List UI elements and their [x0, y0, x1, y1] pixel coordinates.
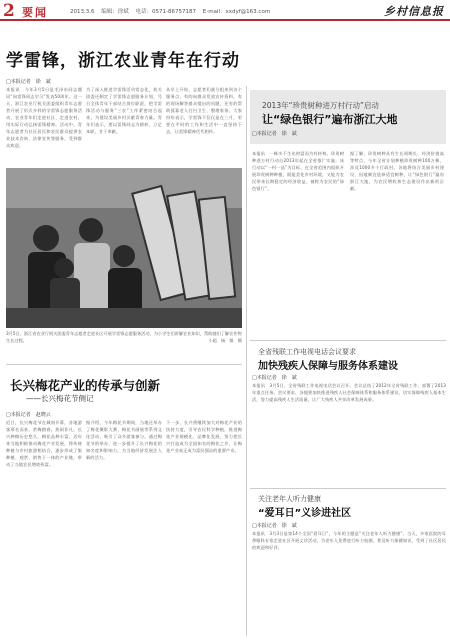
sub-headline: 长兴梅花产业的传承与创新: [10, 378, 161, 393]
right-mid-subtitle: 全省残联工作电视电话会议要求: [258, 348, 356, 356]
photo-caption-text: 3月5日，浙江省农业厅机关团委青年志愿者走进社区开展学雷锋志愿服务活动，为小学生们讲解农业知识，帮助她们了解农作物生长过程。: [6, 331, 242, 343]
masthead-phone: 电话：0571-86757187: [135, 9, 196, 15]
section-title: 要闻: [22, 6, 48, 19]
photo-credit: 小超 杨 敏 摄: [208, 337, 242, 343]
photo-illustration: [6, 168, 242, 328]
right-top-col-2: 据了解，珍贵树种具有生长周期长、经济价值高等特点，今年全省计划种植珍贵树种100万株，涉及1000多个行政村。各地将结合美丽乡村建设，因地制宜选择适宜树种，让“绿色银行”遍布浙江大地，为农民增收和生态建设作出新的贡献。: [350, 151, 444, 191]
sub-byline: □本报记者 赵晓云: [6, 412, 51, 418]
page-number: 2: [3, 1, 15, 21]
divider: [250, 488, 446, 489]
column-divider: [246, 86, 247, 636]
masthead-date: 2013.3.6: [70, 9, 95, 15]
newspaper-logo: 乡村信息报: [384, 5, 444, 18]
right-bottom-byline: □本报记者 徐 斌: [252, 523, 297, 529]
sub-article-col-3: 下一步，长兴将继续加大对梅花产业的扶持力度，引导农民科学种植，推进梅花产业规模化、品牌化发展，努力把长兴打造成为全国知名的梅花之乡，让梅花产业真正成为富民强县的重要产业。: [166, 420, 242, 453]
masthead: [0, 0, 450, 21]
main-byline: □本报记者 徐 斌: [6, 79, 51, 85]
right-top-byline: □本报记者 徐 斌: [252, 131, 297, 137]
main-article-col-1: 本报讯 今年3月5日是毛泽东同志题词“向雷锋同志学习”发表50周年。这一天，浙江农业厅机关团委组织青年志愿者开展了形式多样的学雷锋志愿服务活动，农业青年们走进社区、走进农村，用实际行动弘扬雷锋精神。活动中，青年志愿者为社区居民和农民群众提供农业技术咨询、法律宣传等服务，受到群众欢迎。: [6, 87, 82, 148]
news-photo: [6, 168, 242, 328]
sub-article-col-2: 据介绍，今年梅花节期间，当地还举办了梅花摄影大赛、梅花书画展等系列文化活动，吸引了众多游客参与。通过梅花节的举办，进一步提升了长兴梅花的知名度和影响力，为当地经济发展注入新的活力。: [86, 420, 162, 460]
masthead-email: E-mail：xxdyf@163.com: [202, 9, 271, 15]
right-top-title: 让“绿色银行”遍布浙江大地: [262, 113, 398, 126]
right-mid-byline: □本报记者 徐 斌: [252, 375, 297, 381]
divider: [6, 364, 242, 365]
main-article-col-3: 从早上开始，志愿者们就分组来到各个服务点，有的向群众发放宣传资料，有的现场解答群众提出的问题，还有的帮助孤寡老人打扫卫生、整理家务。大家纷纷表示，学雷锋不仅仅是在三月，更要在平时的工作和生活中一直坚持下去，让雷锋精神代代相传。: [166, 87, 242, 134]
right-mid-title: 加快残疾人保障与服务体系建设: [258, 361, 398, 372]
right-top-subtitle: 2013年“珍贵树种进万村行动”启动: [262, 101, 379, 110]
main-article-col-2: 为了深入推进学雷锋活动常态化，机关团委还制定了学雷锋志愿服务计划，号召全体青年干部结合岗位职责，把学雷锋活动与服务“三农”工作紧密结合起来，为建设美丽乡村贡献青春力量。青年们表示，要以雷锋同志为榜样，立足本职，甘于奉献。: [86, 87, 162, 134]
sub-article-col-1: 近日，长兴梅花节在城南开幕，各地游客慕名而来，赏梅踏春，热闹非凡。长兴种梅历史悠久，梅花品种丰富，近年来当地积极推动梅花产业发展，将传统种植与乡村旅游相结合，逐步形成了集种植、观赏、销售于一体的产业链，带动了当地农民增收致富。: [6, 420, 82, 467]
right-bottom-subtitle: 关注老年人听力健康: [258, 495, 321, 503]
sub-subheadline: ——长兴梅花节侧记: [26, 394, 94, 403]
right-bottom-body: 本报讯 3月3日是第14个全国“爱耳日”，今年的主题是“关注老年人听力健康”。当天，多家医院的耳鼻喉科专家走进社区开展义诊活动，为老年人免费进行听力检测，普及听力保健知识，受到了社区居民的欢迎和好评。: [252, 531, 446, 550]
masthead-editor: 编辑：徐斌: [101, 9, 129, 15]
right-top-col-1: 本报讯 一株多不生出财富而为有材林。珍贵树种进万村行动自2013年起在全省推广实施。该行动以“一村一品”为目标，在全省范围内组织开展珍贵树种种植，既能美化乡村环境，又能为农民带来长期稳定的经济收益，被称为农民的“绿色银行”。: [252, 151, 344, 191]
masthead-info: [70, 7, 275, 15]
photo-caption: [6, 331, 242, 344]
right-bottom-title: “爱耳日”义诊进社区: [258, 508, 352, 519]
main-headline: 学雷锋，浙江农业青年在行动: [6, 51, 240, 71]
right-mid-body: 本报讯 3月5日，全省残联工作电视电话会议召开。会议总结了2012年全省残联工作，部署了2013年重点任务。会议要求，各地要加快推进残疾人社会保障体系和服务体系建设，切实保障残疾人基本生活，努力提高残疾人生活质量，让广大残疾人共享改革发展成果。: [252, 383, 446, 402]
divider: [250, 340, 446, 341]
